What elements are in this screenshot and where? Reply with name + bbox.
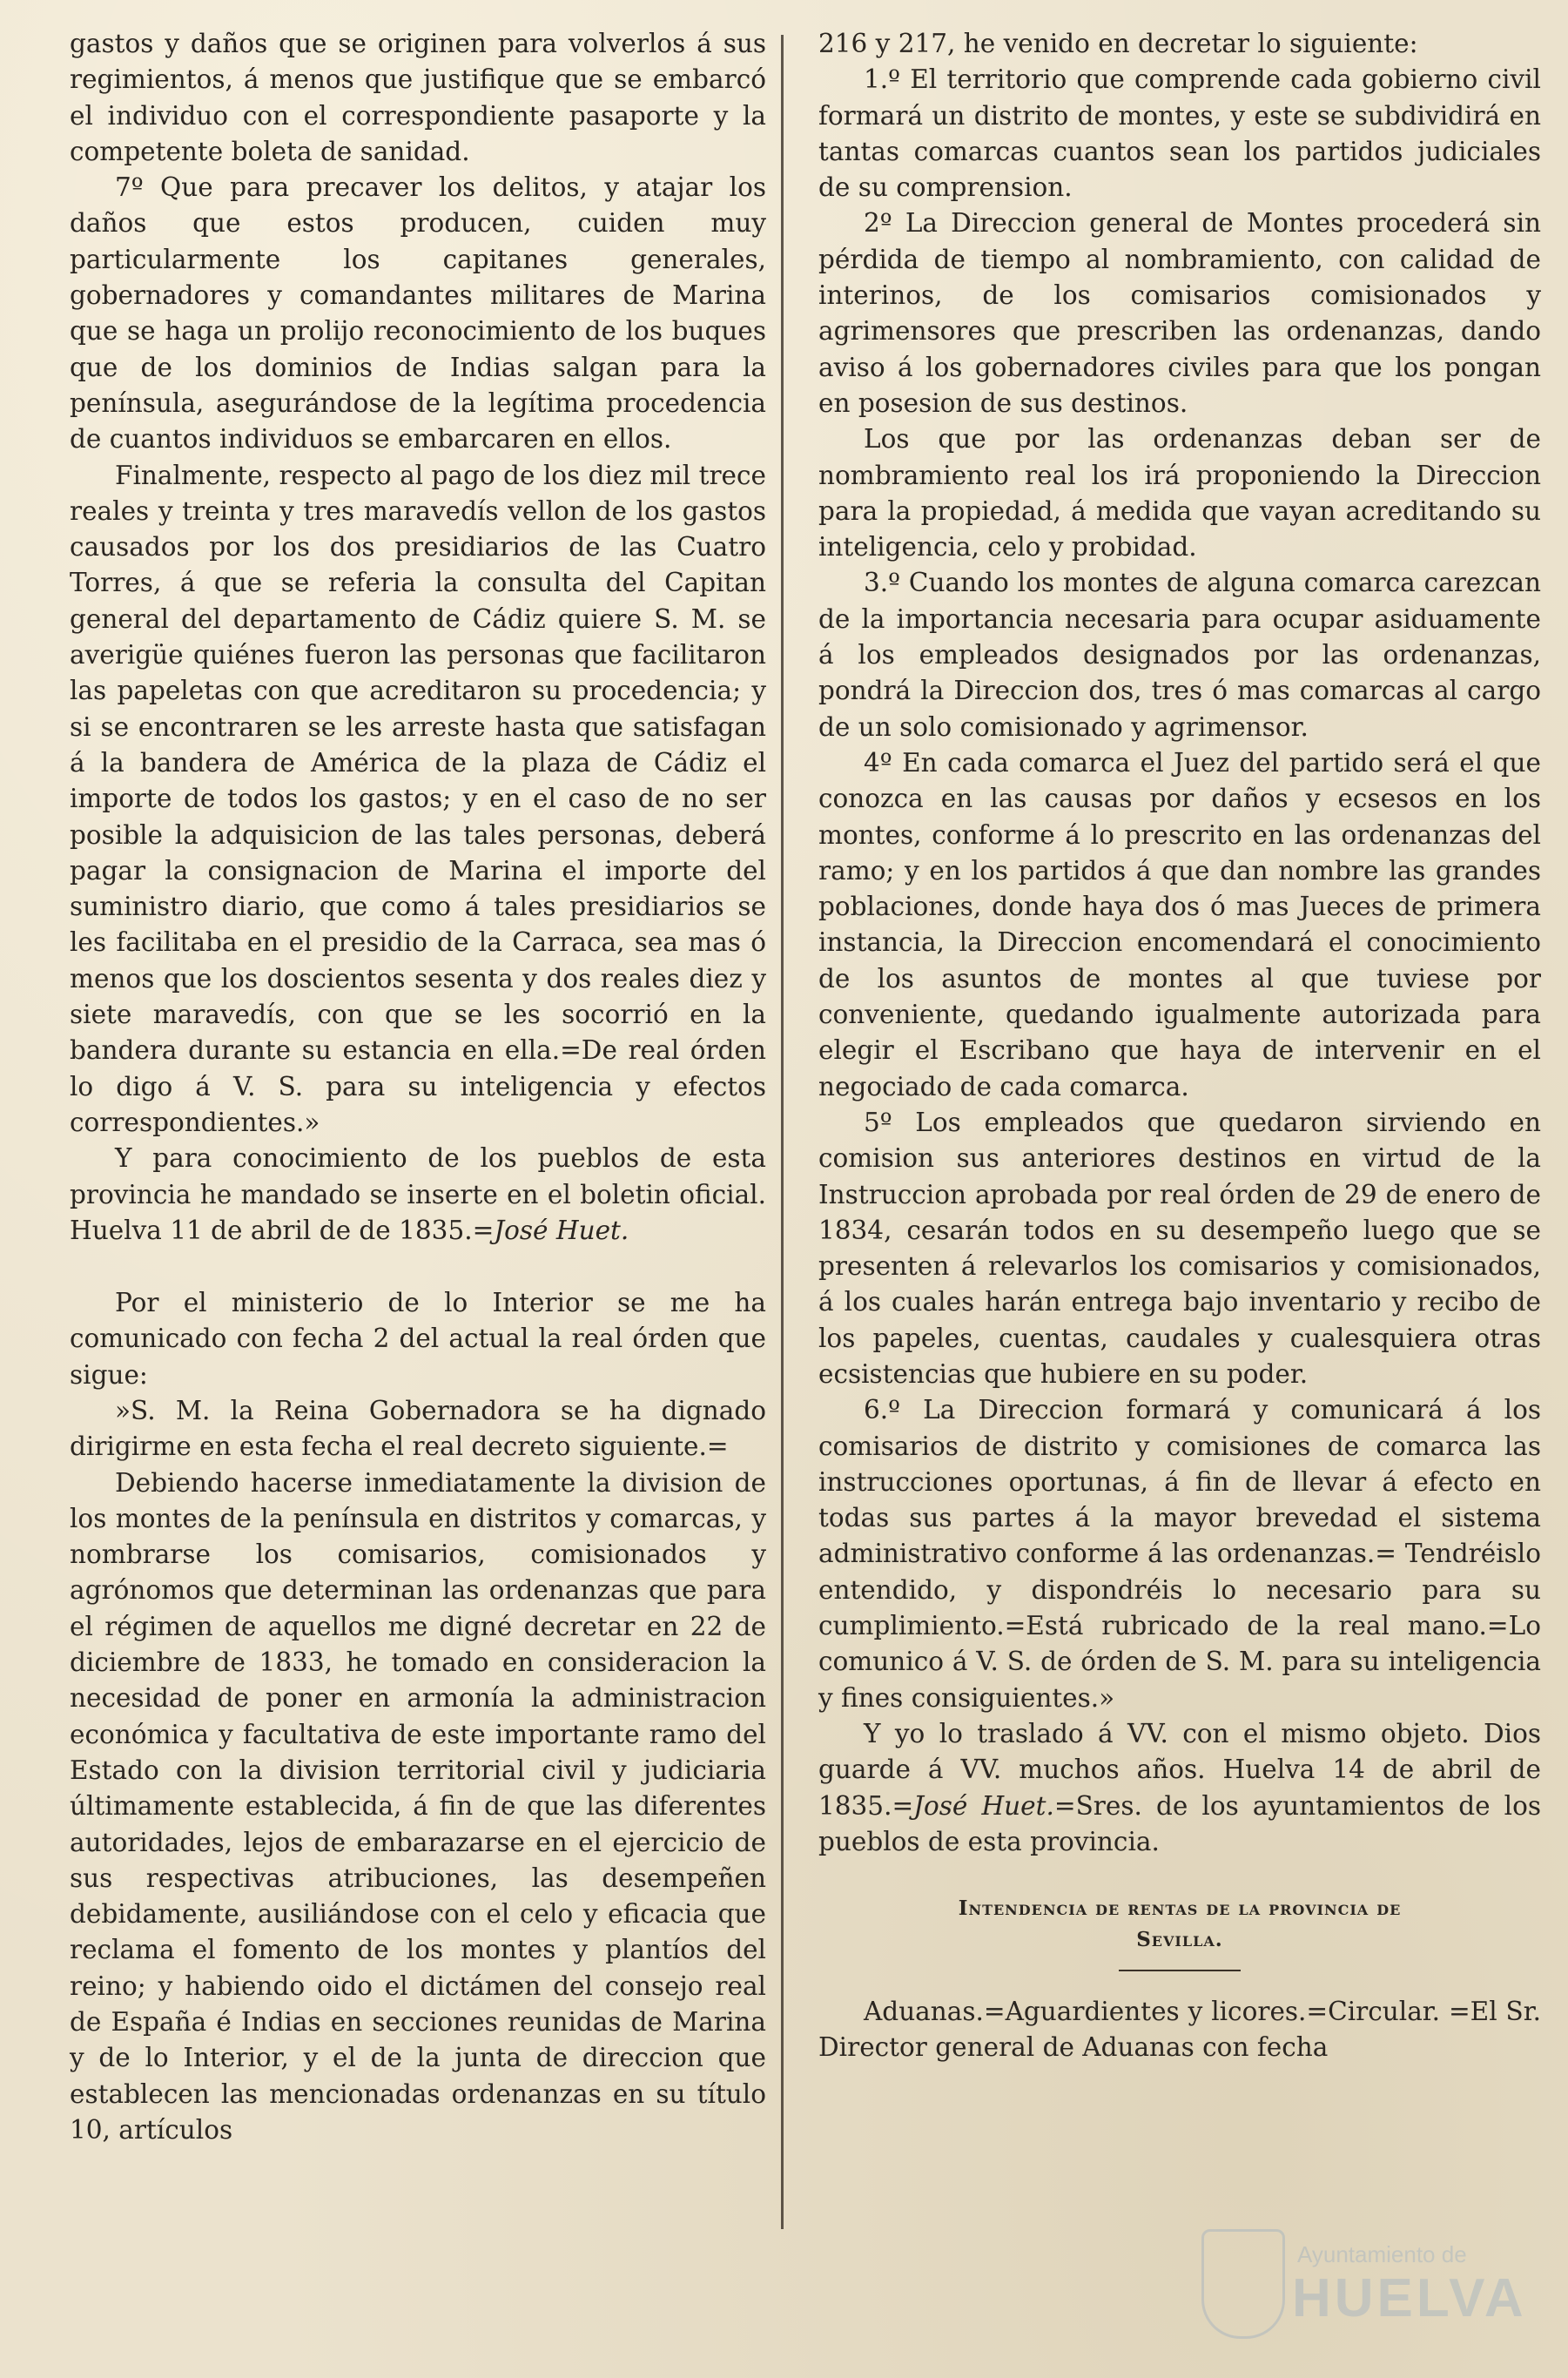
paragraph: 4º En cada comarca el Juez del partido será el que conozca en las causas por daños y ecsesos en los montes, conforme á lo prescrito en las ordenanzas del ramo; y en los partidos á que dan nombre las grandes poblaciones, donde haya dos ó mas Jueces de primera instancia, la Direccion encomendará el conocimiento de los asuntos de montes al que tuviese por conveniente, quedando igualmente autorizada para elegir el Escribano que haya de intervenir en el negociado de cada comarca.: [818, 747, 1541, 1101]
section-heading-line: Intendencia de rentas de la provincia de: [958, 1896, 1402, 1921]
section-heading-line: Sevilla.: [1136, 1928, 1223, 1952]
signature-name: José Huet.: [494, 1215, 629, 1245]
paragraph: Por el ministerio de lo Interior se me ha comunicado con fecha 2 del actual la real órden que sigue:: [70, 1288, 766, 1390]
paragraph: 5º Los empleados que quedaron sirviendo en comision sus anteriores destinos en virtud de la Instruccion aprobada por real órden de 29 de enero de 1834, cesarán todos en su desempeño luego que se presenten á relevarlos los comisarios y comisionados, á los cuales harán entrega bajo inventario y recibo de los papeles, cuentas, caudales y cualesquiera otras ecsistencias que hubiere en su poder.: [818, 1107, 1541, 1389]
paragraph: [70, 1141, 766, 1249]
watermark-logo: [1201, 2229, 1527, 2360]
column-divider: [781, 35, 784, 2229]
paragraph: Aduanas.=Aguardientes y licores.=Circular. =El Sr. Director general de Aduanas con fecha: [818, 1997, 1541, 2063]
paragraph: gastos y daños que se originen para volverlos á sus regimientos, á menos que justifique que se embarcó el individuo con el correspondiente pasaporte y la competente boleta de sanidad.: [70, 29, 766, 166]
shield-icon: [1201, 2229, 1285, 2339]
paragraph-text: =Sres. de los ayuntamientos de los pueblos de esta provincia.: [818, 1790, 1541, 1856]
paragraph: 6.º La Direccion formará y comunicará á los comisarios de distrito y comisiones de comarca las instrucciones oportunas, á fin de llevar á efecto en todas sus partes á la mayor brevedad el sistema administrativo conforme á las ordenanzas.= Tendréislo entendido, y dispondréis lo necesario para su cumplimiento.=Está rubricado de la real mano.=Lo comunico á V. S. de órden de S. M. para su inteligencia y fines consiguientes.»: [818, 1395, 1541, 1713]
heading-rule: [1119, 1970, 1241, 1971]
watermark-text: Ayuntamiento de: [1297, 2241, 1467, 2267]
paragraph-text: Y para conocimiento de los pueblos de esta provincia he mandado se inserte en el boletin oficial. Huelva 11 de abril de de 1835.=: [70, 1143, 766, 1245]
spacer: [70, 1249, 766, 1285]
paragraph: Debiendo hacerse inmediatamente la division de los montes de la península en distritos y comarcas, y nombrarse los comisarios, comisionados y agrónomos que determinan las ordenanzas que para el régimen de aquellos me digné decretar en 22 de diciembre de 1833, he tomado en consideracion la necesidad de poner en armonía la administracion económica y facultativa de este importante ramo del Estado con la division territorial civil y judiciaria últimamente establecida, á fin de que las diferentes autoridades, lejos de embarazarse en el ejercicio de sus respectivas atribuciones, las desempeñen debidamente, ausiliándose con el celo y eficacia que reclama el fomento de los montes y plantíos del reino; y habiendo oido el dictámen del consejo real de España é Indias en secciones reunidas de Marina y de lo Interior, y el de la junta de direccion que establecen las mencionadas ordenanzas en su título 10, artículos: [70, 1467, 766, 2145]
watermark-title: HUELVA: [1292, 2268, 1527, 2328]
paragraph: [818, 1716, 1541, 1860]
paragraph: 2º La Direccion general de Montes procederá sin pérdida de tiempo al nombramiento, con calidad de interinos, de los comisarios comisionados y agrimensores que prescriben las ordenanzas, dando aviso á los gobernadores civiles para que los pongan en posesion de sus destinos.: [818, 208, 1541, 418]
paragraph: 7º Que para precaver los delitos, y atajar los daños que estos producen, cuiden muy particularmente los capitanes generales, gobernadores y comandantes militares de Marina que se haga un prolijo reconocimiento de los buques que de los dominios de Indias salgan para la península, asegurándose de la legítima procedencia de cuantos individuos se embarcaren en ellos.: [70, 172, 766, 455]
paragraph: »S. M. la Reina Gobernadora se ha dignado dirigirme en esta fecha el real decreto siguiente.=: [70, 1395, 766, 1462]
paragraph: 216 y 217, he venido en decretar lo siguiente:: [818, 29, 1418, 58]
signature-name: José Huet.: [913, 1790, 1054, 1821]
left-column: [70, 26, 766, 2148]
paragraph-text: Y yo lo traslado á VV. con el mismo objeto. Dios guarde á VV. muchos años. Huelva 14 de abril de 1835.=: [818, 1718, 1541, 1821]
section-heading: [818, 1893, 1541, 1956]
right-column: [818, 26, 1541, 2066]
paragraph: Finalmente, respecto al pago de los diez mil trece reales y treinta y tres maravedís vellon de los gastos causados por los dos presidiarios de las Cuatro Torres, á que se referia la consulta del Capitan general del departamento de Cádiz quiere S. M. se averigüe quiénes fueron las personas que facilitaron las papeletas con que acreditaron su procedencia; y si se encontraren se les arreste hasta que satisfagan á la bandera de América de la plaza de Cádiz el importe de todos los gastos; y en el caso de no ser posible la adquisicion de las tales personas, deberá pagar la consignacion de Marina el importe del suministro diario, que como á tales presidiarios se les facilitaba en el presidio de la Carraca, sea mas ó menos que los doscientos sesenta y dos reales diez y siete maravedís, con que se les socorrió en la bandera durante su estancia en ella.=De real órden lo digo á V. S. para su inteligencia y efectos correspondientes.»: [70, 460, 766, 1137]
paragraph: Los que por las ordenanzas deban ser de nombramiento real los irá proponiendo la Direccion para la propiedad, á medida que vayan acreditando su inteligencia, celo y probidad.: [818, 424, 1541, 563]
paragraph: 3.º Cuando los montes de alguna comarca carezcan de la importancia necesaria para ocupar asiduamente á los empleados designados por las ordenanzas, pondrá la Direccion dos, tres ó mas comarcas al cargo de un solo comisionado y agrimensor.: [818, 568, 1541, 742]
paragraph: 1.º El territorio que comprende cada gobierno civil formará un distrito de montes, y este se subdividirá en tantas comarcas cuantos sean los partidos judiciales de su comprension.: [818, 64, 1541, 203]
